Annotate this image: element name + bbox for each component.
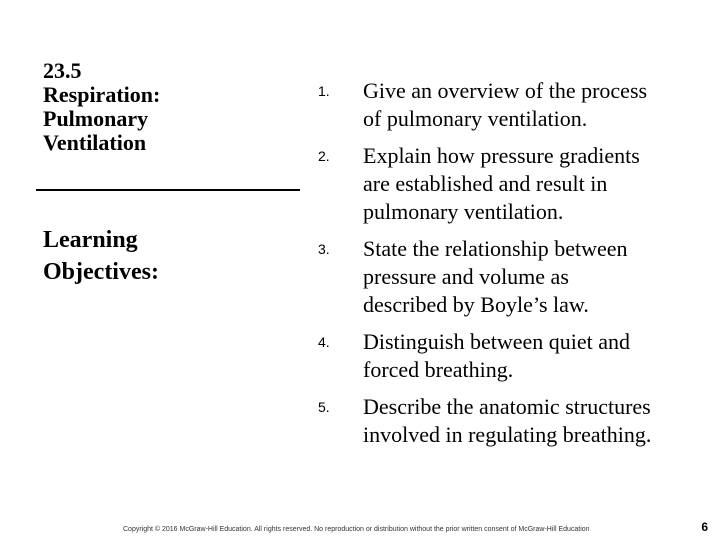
objective-text-line: State the relationship between (363, 236, 628, 261)
objective-number: 3. (318, 241, 330, 257)
objectives-list (318, 77, 718, 458)
copyright-notice: Copyright © 2016 McGraw-Hill Education. All rights reserved. No reproduction or distribution without the prior written consent of McGraw-Hill Education (123, 526, 590, 533)
objective-text-line: Give an overview of the process (363, 78, 648, 103)
page-number: 6 (701, 520, 708, 534)
objective-item (318, 393, 718, 449)
objective-text-line: are established and result in (363, 171, 608, 196)
section-title-line: Ventilation (43, 130, 147, 155)
objective-text-line: described by Boyle’s law. (363, 292, 589, 317)
objective-item (318, 142, 718, 226)
objective-text-line: Distinguish between quiet and (363, 329, 631, 354)
learning-objectives-heading (43, 224, 283, 288)
objective-text-line: Explain how pressure gradients (363, 143, 640, 168)
objective-text-line: involved in regulating breathing. (363, 422, 652, 447)
objective-text-line: pulmonary ventilation. (363, 199, 564, 224)
section-number: 23.5 (43, 58, 82, 83)
section-title-line: Pulmonary (43, 106, 149, 131)
objective-text-line: pressure and volume as (363, 264, 569, 289)
section-title (43, 59, 293, 155)
objective-text-line: forced breathing. (363, 357, 514, 382)
objective-text-line: of pulmonary ventilation. (363, 106, 588, 131)
section-title-line: Respiration: (43, 82, 161, 107)
objective-item (318, 235, 718, 319)
objective-item (318, 77, 718, 133)
objective-number: 1. (318, 83, 330, 99)
objective-number: 4. (318, 334, 330, 350)
objective-item (318, 328, 718, 384)
title-divider (36, 189, 300, 191)
learning-objectives-heading-line: Objectives: (43, 259, 159, 285)
objective-text-line: Describe the anatomic structures (363, 394, 651, 419)
objective-number: 5. (318, 399, 330, 415)
learning-objectives-heading-line: Learning (43, 227, 138, 253)
objective-number: 2. (318, 148, 330, 164)
